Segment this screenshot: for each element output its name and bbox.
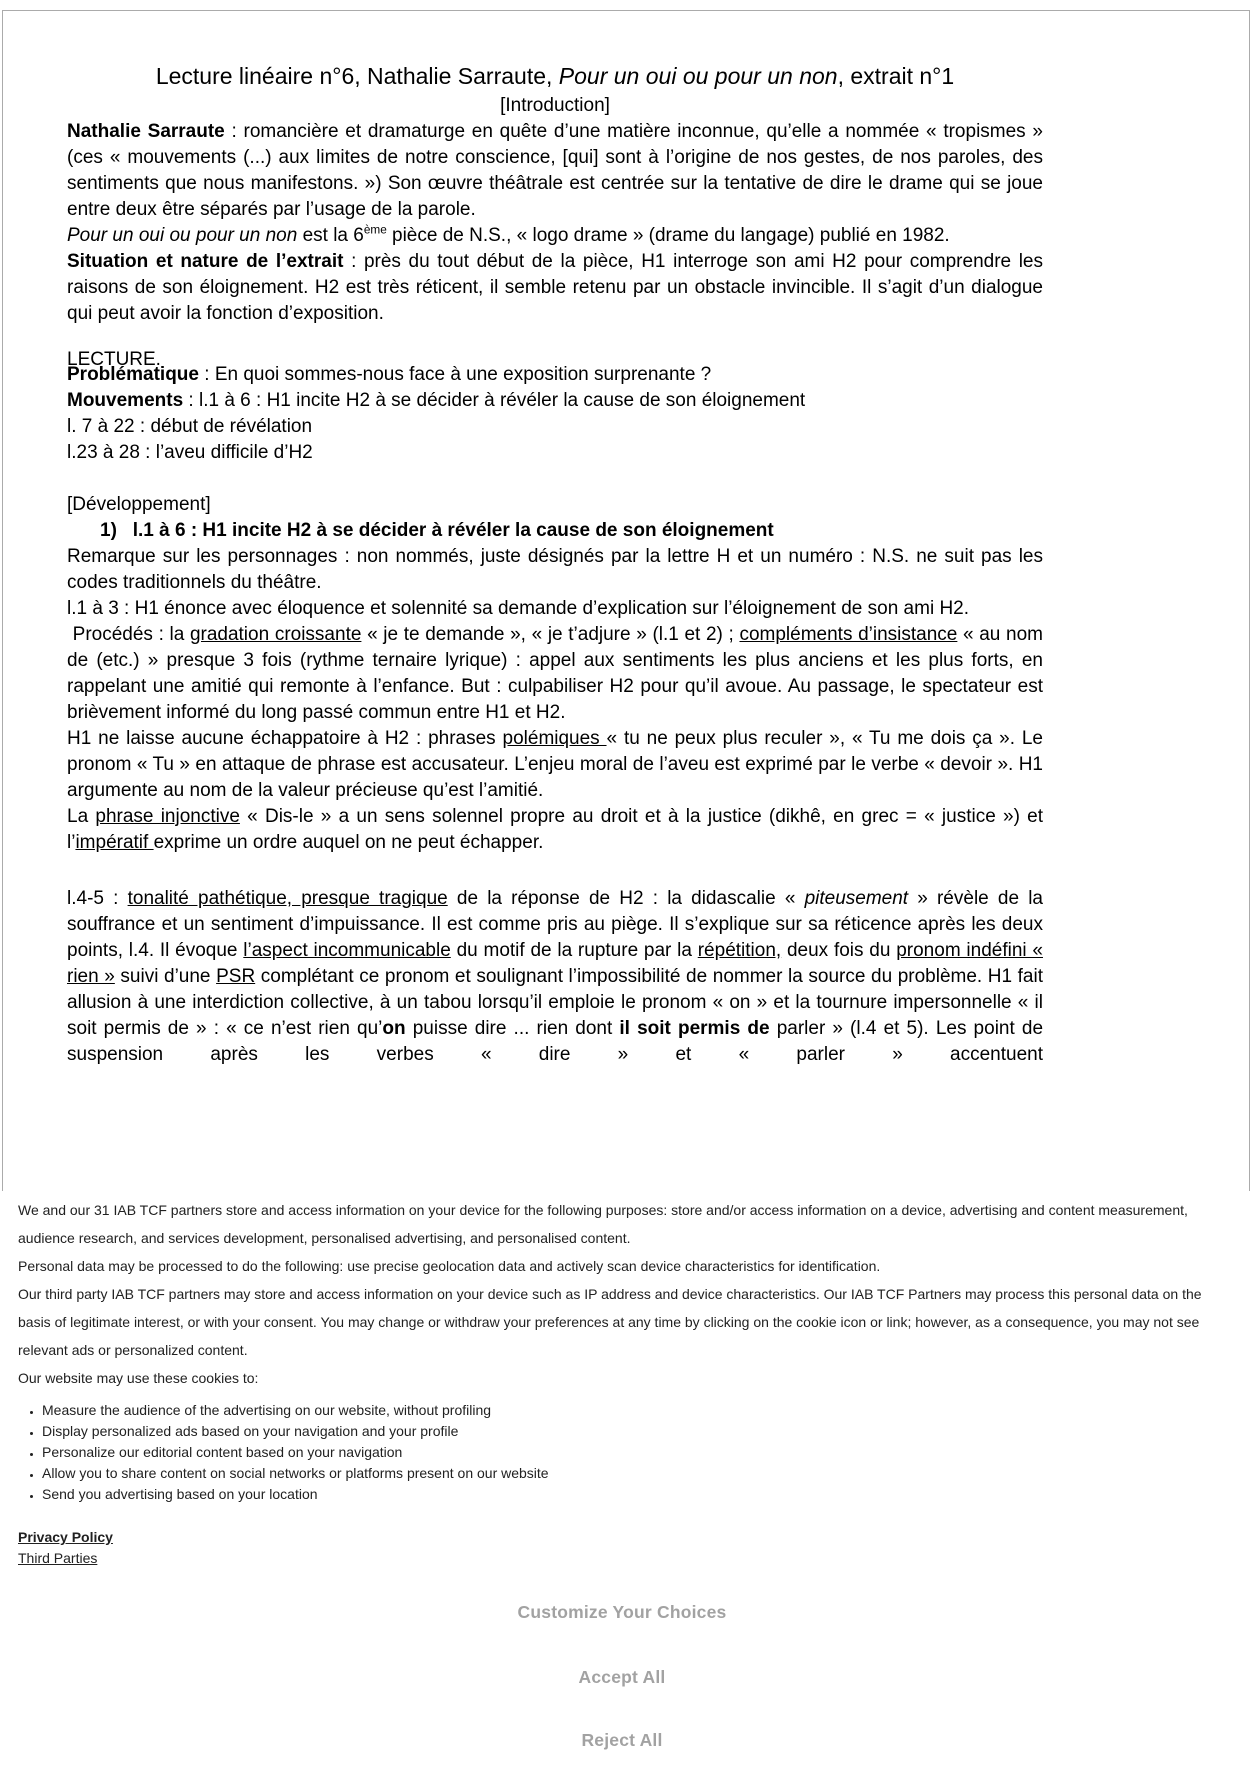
- consent-bullet-item: • Personalize our editorial content based on your navigation: [42, 1442, 1226, 1463]
- consent-bullet-item: • Allow you to share content on social networks or platforms present on our website: [42, 1463, 1226, 1484]
- privacy-policy-link[interactable]: Privacy Policy: [18, 1529, 113, 1545]
- paragraph-injonctive: La phrase injonctive « Dis-le » a un sens solennel propre au droit et à la justice (dikhê, en grec = « justice ») et l’impératif exprime un ordre auquel on ne peut échapper.: [67, 806, 1043, 853]
- third-parties-link[interactable]: Third Parties: [18, 1550, 98, 1566]
- paragraph-h1-echappatoire: H1 ne laisse aucune échappatoire à H2 : phrases polémiques « tu ne peux plus reculer », « Tu me dois ça ». Le pronom « Tu » en attaque de phrase est accusateur. L’enjeu moral de l’aveu est exprimé par le verbe « devoir ». H1 argumente au nom de la valeur précieuse qu’est l’amitié.: [67, 728, 1043, 801]
- consent-bullet-item: • Display personalized ads based on your navigation and your profile: [42, 1421, 1226, 1442]
- paragraph-lines-4-5: l.4-5 : tonalité pathétique, presque tragique de la réponse de H2 : la didascalie « piteusement » révèle de la souffrance et un sentiment d’impuissance. Il est comme pris au piège. Il s’explique sur sa réticence après les deux points, l.4. Il évoque l’aspect incommunicable du motif de la rupture par la répétition, deux fois du pronom indéfini « rien » suivi d’une PSR complétant ce pronom et soulignant l’impossibilité de nommer la source du problème. H1 fait allusion à une interdiction collective, à un tabou lorsqu’il emploie le pronom « on » et la tournure impersonnelle « il soit permis de » : « ce n’est rien qu’on puisse dire ... rien dont il soit permis de parler » (l.4 et 5). Les point de suspension après les verbes « dire » et « parler » accentuent: [67, 888, 1044, 1065]
- spacer: [67, 856, 1043, 886]
- consent-paragraph-purposes: We and our 31 IAB TCF partners store and access information on your device for the following purposes: store and/or access information on a device, advertising and content measurement, audience research, and services development, personalised advertising, and personalised content.: [18, 1202, 1188, 1246]
- paragraph-lines-7-22: l. 7 à 22 : début de révélation: [67, 416, 313, 437]
- paragraph-problematique: Problématique : En quoi sommes-nous face à une exposition surprenante ?: [67, 364, 712, 385]
- section-heading-1: 1) l.1 à 6 : H1 incite H2 à se décider à révéler la cause de son éloignement: [100, 520, 774, 541]
- lecture-label: LECTURE.: [67, 349, 161, 370]
- document-content: [67, 61, 1043, 1068]
- paragraph-mouvements: Mouvements : l.1 à 6 : H1 incite H2 à se décider à révéler la cause de son éloignement: [67, 390, 806, 411]
- spacer: [67, 466, 1043, 492]
- consent-bullet-list: [18, 1400, 1226, 1505]
- paragraph-lines-1-3: l.1 à 3 : H1 énonce avec éloquence et solennité sa demande d’explication sur l’éloignement de son ami H2.: [67, 598, 970, 619]
- document-page: [2, 10, 1250, 1191]
- consent-bullet-item: • Measure the audience of the advertising on our website, without profiling: [42, 1400, 1226, 1421]
- cookie-consent-notice: [0, 1196, 1252, 1752]
- paragraph-remarque: Remarque sur les personnages : non nommés, juste désignés par la lettre H et un numéro : N.S. ne suit pas les codes traditionnels du théâtre.: [67, 546, 1043, 593]
- spacer: [67, 327, 1043, 347]
- accept-all-button[interactable]: Accept All: [573, 1666, 672, 1689]
- paragraph-lines-23-28: l.23 à 28 : l’aveu difficile d’H2: [67, 442, 313, 463]
- paragraph-procedes: Procédés : la gradation croissante « je te demande », « je t’adjure » (l.1 et 2) ; compléments d’insistance « au nom de (etc.) » presque 3 fois (rythme ternaire lyrique) : appel aux sentiments les plus anciens et les plus forts, en rappelant une amitié qui remonte à l’enfance. But : culpabiliser H2 pour qu’il avoue. Au passage, le spectateur est brièvement informé du long passé commun entre H1 et H2.: [67, 624, 1043, 723]
- paragraph-situation: Situation et nature de l’extrait : près du tout début de la pièce, H1 interroge son ami H2 pour comprendre les raisons de son éloignement. H2 est très réticent, il semble retenu par un obstacle invincible. Il s’agit d’un dialogue qui peut avoir la fonction d’exposition.: [67, 251, 1043, 324]
- paragraph-piece: Pour un oui ou pour un non est la 6ème pièce de N.S., « logo drame » (drame du langage) publié en 1982.: [67, 223, 950, 246]
- paragraph-sarraute: Nathalie Sarraute : romancière et dramaturge en quête d’une matière inconnue, qu’elle a nommée « tropismes » (ces « mouvements (...) aux limites de notre conscience, [qui] sont à l’origine de nos gestes, de nos paroles, des sentiments que nous manifestons. ») Son œuvre théâtrale est centrée sur la tentative de dire le drame qui se joue entre deux être séparés par l’usage de la parole.: [67, 121, 1043, 220]
- consent-bullet-item: • Send you advertising based on your location: [42, 1484, 1226, 1505]
- customize-choices-button[interactable]: Customize Your Choices: [512, 1601, 733, 1624]
- development-label: [Développement]: [67, 494, 211, 515]
- page-title: Lecture linéaire n°6, Nathalie Sarraute, Pour un oui ou pour un non, extrait n°1: [155, 63, 955, 89]
- introduction-label: [Introduction]: [500, 95, 610, 116]
- consent-cookies-intro: Our website may use these cookies to:: [18, 1370, 259, 1386]
- consent-paragraph-partners: Our third party IAB TCF partners may store and access information on your device such as IP address and device characteristics. Our IAB TCF Partners may process this personal data on the basis of legitimate interest, or with your consent. You may change or withdraw your preferences at any time by clicking on the cookie icon or link; however, as a consequence, you may not see relevant ads or personalized content.: [18, 1286, 1202, 1358]
- reject-all-button[interactable]: Reject All: [575, 1729, 668, 1752]
- consent-paragraph-processing: Personal data may be processed to do the following: use precise geolocation data and actively scan device characteristics for identification.: [18, 1258, 881, 1274]
